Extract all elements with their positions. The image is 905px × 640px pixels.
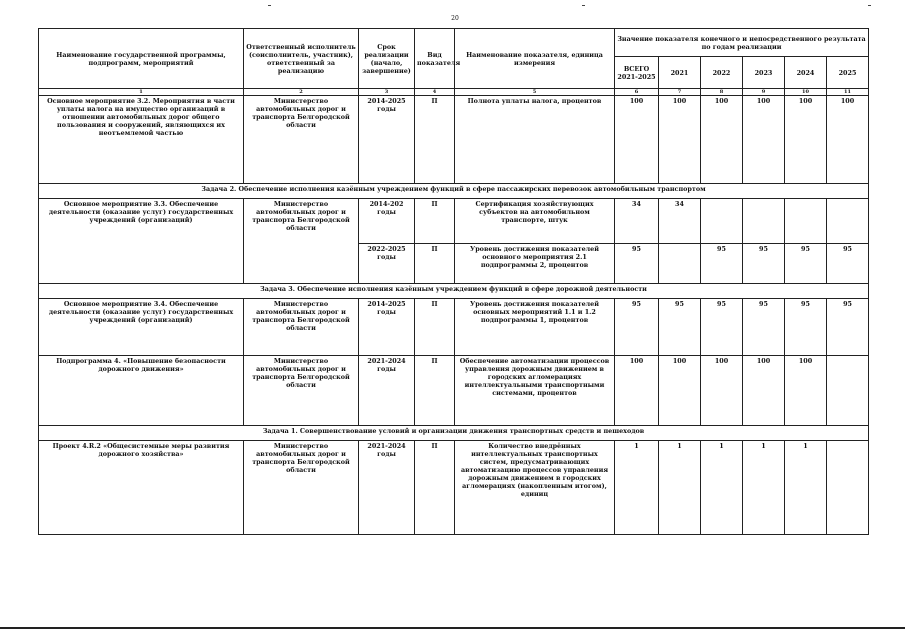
row-value: 95 <box>701 299 743 356</box>
row-value: 100 <box>743 356 785 426</box>
table-row <box>39 441 869 535</box>
column-numbers-row <box>39 89 869 96</box>
column-number: 4 <box>415 89 455 96</box>
row-value: 1 <box>659 441 701 535</box>
row-indicator: Обеспечение автоматизации процессов управления дорожным движением в городских агломерациях интеллектуальными транспортными системами, процентов <box>455 356 615 426</box>
row-kind: П <box>415 356 455 426</box>
indicators-table <box>38 28 869 535</box>
section-title: Задача 1. Совершенствование условий и организации движения транспортных средств и пешеходов <box>39 426 869 441</box>
row-value: 100 <box>701 356 743 426</box>
column-number: 6 <box>615 89 659 96</box>
column-number: 2 <box>244 89 359 96</box>
column-number: 11 <box>827 89 869 96</box>
column-number: 9 <box>743 89 785 96</box>
row-value: 95 <box>701 244 743 284</box>
header-indicator: Наименование показателя, единица измерения <box>455 29 615 89</box>
scan-mark <box>268 5 271 6</box>
row-value: 95 <box>743 299 785 356</box>
row-name: Подпрограмма 4. «Повышение безопасности дорожного движения» <box>39 356 244 426</box>
row-term: 2014-2025 годы <box>359 96 415 184</box>
header-year: 2025 <box>827 57 869 89</box>
row-indicator: Количество внедрённых интеллектуальных транспортных систем, предусматривающих автоматизацию процессов управления дорожным движением в городских агломерациях (накопленным итогом), единиц <box>455 441 615 535</box>
row-name: Основное мероприятие 3.3. Обеспечение деятельности (оказание услуг) государственных учреждений (организаций) <box>39 199 244 284</box>
table-row <box>39 199 869 244</box>
header-year: 2022 <box>701 57 743 89</box>
column-number: 10 <box>785 89 827 96</box>
row-kind: П <box>415 299 455 356</box>
row-value: 100 <box>659 356 701 426</box>
header-values-group: Значение показателя конечного и непосредственного результата по годам реализации <box>615 29 869 57</box>
row-value: 95 <box>785 244 827 284</box>
row-value-total: 100 <box>615 356 659 426</box>
column-number: 1 <box>39 89 244 96</box>
header-year: 2023 <box>743 57 785 89</box>
row-value: 100 <box>785 96 827 184</box>
row-value: 95 <box>827 299 869 356</box>
table-row <box>39 299 869 356</box>
row-term: 2022-2025 годы <box>359 244 415 284</box>
row-kind: П <box>415 244 455 284</box>
row-responsible: Министерство автомобильных дорог и транспорта Белгородской области <box>244 441 359 535</box>
scan-mark <box>868 5 871 6</box>
header-year: 2021 <box>659 57 701 89</box>
row-name: Основное мероприятие 3.4. Обеспечение деятельности (оказание услуг) государственных учреждений (организаций) <box>39 299 244 356</box>
page-bottom-edge <box>0 627 905 629</box>
section-title: Задача 2. Обеспечение исполнения казённым учреждением функций в сфере пассажирских перевозок автомобильным транспортом <box>39 184 869 199</box>
row-value <box>659 244 701 284</box>
row-value: 95 <box>743 244 785 284</box>
row-name: Проект 4.R.2 «Общесистемные меры развития дорожного хозяйства» <box>39 441 244 535</box>
row-value: 1 <box>701 441 743 535</box>
row-kind: П <box>415 96 455 184</box>
row-value-total: 1 <box>615 441 659 535</box>
row-value: 100 <box>659 96 701 184</box>
row-indicator: Уровень достижения показателей основного мероприятия 2.1 подпрограммы 2, процентов <box>455 244 615 284</box>
row-responsible: Министерство автомобильных дорог и транспорта Белгородской области <box>244 356 359 426</box>
header-total: ВСЕГО 2021-2025 <box>615 57 659 89</box>
row-indicator: Сертификация хозяйствующих субъектов на автомобильном транспорте, штук <box>455 199 615 244</box>
row-indicator: Уровень достижения показателей основных мероприятий 1.1 и 1.2 подпрограммы 1, процентов <box>455 299 615 356</box>
header-row <box>39 29 869 57</box>
table-row <box>39 96 869 184</box>
row-value-total: 100 <box>615 96 659 184</box>
row-term: 2014-2025 годы <box>359 299 415 356</box>
row-value: 1 <box>785 441 827 535</box>
header-year: 2024 <box>785 57 827 89</box>
row-value: 95 <box>785 299 827 356</box>
scan-mark <box>582 5 585 6</box>
row-value-total: 95 <box>615 299 659 356</box>
row-value: 100 <box>785 356 827 426</box>
header-responsible: Ответственный исполнитель (соисполнитель, участник), ответственный за реализацию <box>244 29 359 89</box>
row-responsible: Министерство автомобильных дорог и транспорта Белгородской области <box>244 199 359 284</box>
row-value: 95 <box>827 244 869 284</box>
row-value: 100 <box>701 96 743 184</box>
row-term: 2021-2024 годы <box>359 441 415 535</box>
section-row <box>39 184 869 199</box>
row-responsible: Министерство автомобильных дорог и транспорта Белгородской области <box>244 299 359 356</box>
row-value <box>743 199 785 244</box>
column-number: 3 <box>359 89 415 96</box>
row-value <box>827 356 869 426</box>
page-number: 20 <box>451 15 459 22</box>
row-value <box>785 199 827 244</box>
header-term: Срок реализации (начало, завершение) <box>359 29 415 89</box>
row-term: 2021-2024 годы <box>359 356 415 426</box>
row-term: 2014-202 годы <box>359 199 415 244</box>
row-value-total: 34 <box>615 199 659 244</box>
table-row <box>39 356 869 426</box>
header-kind: Вид показателя <box>415 29 455 89</box>
column-number: 8 <box>701 89 743 96</box>
row-kind: П <box>415 199 455 244</box>
column-number: 7 <box>659 89 701 96</box>
row-value <box>827 441 869 535</box>
row-value: 1 <box>743 441 785 535</box>
row-value: 100 <box>827 96 869 184</box>
row-value: 95 <box>659 299 701 356</box>
row-name: Основное мероприятие 3.2. Мероприятия в части уплаты налога на имущество организаций в отношении автомобильных дорог общего пользования и сооружений, являющихся их неотъемлемой частью <box>39 96 244 184</box>
section-row <box>39 284 869 299</box>
column-number: 5 <box>455 89 615 96</box>
row-value: 100 <box>743 96 785 184</box>
section-title: Задача 3. Обеспечение исполнения казённым учреждением функций в сфере дорожной деятельности <box>39 284 869 299</box>
row-value-total: 95 <box>615 244 659 284</box>
section-row <box>39 426 869 441</box>
header-name: Наименование государственной программы, подпрограмм, мероприятий <box>39 29 244 89</box>
row-value <box>701 199 743 244</box>
row-indicator: Полнота уплаты налога, процентов <box>455 96 615 184</box>
row-value <box>827 199 869 244</box>
row-responsible: Министерство автомобильных дорог и транспорта Белгородской области <box>244 96 359 184</box>
row-kind: П <box>415 441 455 535</box>
row-value: 34 <box>659 199 701 244</box>
